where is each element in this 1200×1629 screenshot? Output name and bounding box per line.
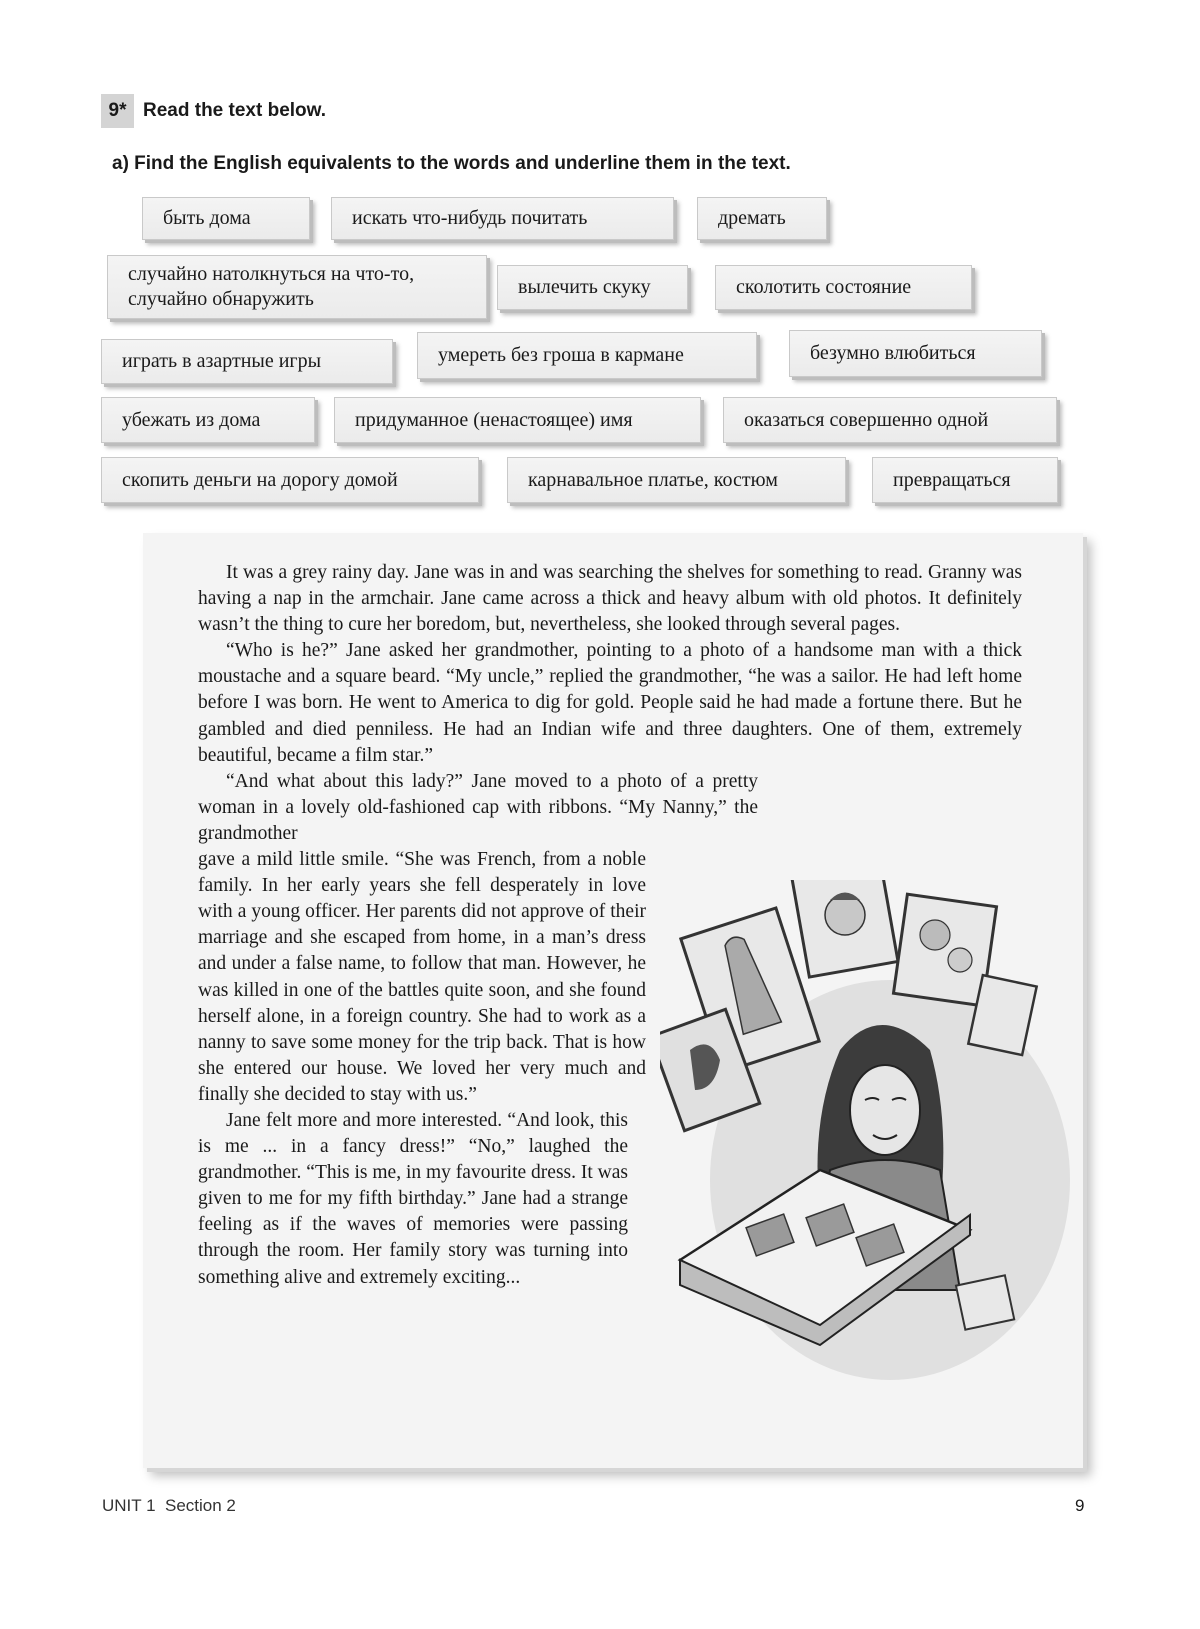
word-card: придуманное (ненастоящее) имя bbox=[334, 397, 701, 443]
word-card: превращаться bbox=[872, 457, 1058, 503]
word-card: безумно влюбиться bbox=[789, 330, 1042, 377]
word-card: сколотить состояние bbox=[715, 265, 972, 310]
footer-unit bbox=[102, 1496, 236, 1516]
word-card: карнавальное платье, костюм bbox=[507, 457, 846, 503]
story-paragraph: “And what about this lady?” Jane moved to a photo of a pretty woman in a lovely old-fashioned cap with ribbons. “My Nanny,” the grandmother bbox=[198, 770, 758, 844]
story-paragraph: Jane felt more and more interested. “And look, this is me ... in a fancy dress!” “No,” laughed the grandmother. “This is me, in my favourite dress. It was given to me for my fifth birthday.” Jane had a strange feeling as if the waves of memories were passing through the room. Her family story was turning into something alive and extremely exciting... bbox=[198, 1109, 628, 1288]
word-card: играть в азартные игры bbox=[101, 339, 393, 384]
story-paragraph: It was a grey rainy day. Jane was in and was searching the shelves for something to read. Granny was having a nap in the armchair. Jane came across a thick and heavy album with old photos. It definitely wasn’t the thing to cure her boredom, but, nevertheless, she looked through several pages. bbox=[198, 562, 1022, 636]
story-paragraph: “Who is he?” Jane asked her grandmother, pointing to a photo of a handsome man with a thick moustache and a square beard. “My uncle,” replied the grandmother, “he was a sailor. He had left home before I was born. He went to America to dig for gold. People said he had made a fortune there. But he gambled and died penniless. He had an Indian wife and three daughters. One of them, extremely beautiful, became a film star.” bbox=[198, 640, 1022, 766]
word-card: быть дома bbox=[142, 197, 310, 240]
unit-label: UNIT 1 bbox=[102, 1496, 156, 1515]
word-card: вылечить скуку bbox=[497, 265, 688, 310]
exercise-instruction: Read the text below. bbox=[143, 100, 326, 121]
word-card: убежать из дома bbox=[101, 397, 315, 443]
section-label: Section 2 bbox=[165, 1496, 236, 1515]
word-card: оказаться совершенно одной bbox=[723, 397, 1057, 443]
story-paragraph: gave a mild little smile. “She was French, from a noble family. In her early years she fell desperately in love with a young officer. Her parents did not approve of their marriage and she escaped from home, in a man’s dress and under a false name, to follow that man. However, he was killed in one of the battles quite soon, and she found herself alone, in a foreign country. She had to work as a nanny to save some money for the trip back. That is how she entered our house. We loved her very much and finally she decided to stay with us.” bbox=[198, 849, 646, 1105]
loose-photo bbox=[956, 1275, 1014, 1329]
exercise-number: 9* bbox=[101, 94, 134, 128]
page-number: 9 bbox=[1075, 1496, 1085, 1515]
word-card: искать что-нибудь почитать bbox=[331, 197, 674, 240]
illustration-girl-with-album bbox=[660, 880, 1070, 1380]
word-card: дремать bbox=[697, 197, 827, 240]
word-card: умереть без гроша в кармане bbox=[417, 332, 757, 379]
word-card: скопить деньги на дорогу домой bbox=[101, 457, 479, 503]
word-card: случайно натолкнуться на что-то, случайно обнаружить bbox=[107, 255, 487, 319]
photo-man-frame bbox=[792, 880, 898, 977]
task-a-instruction: a) Find the English equivalents to the words and underline them in the text. bbox=[112, 153, 791, 174]
